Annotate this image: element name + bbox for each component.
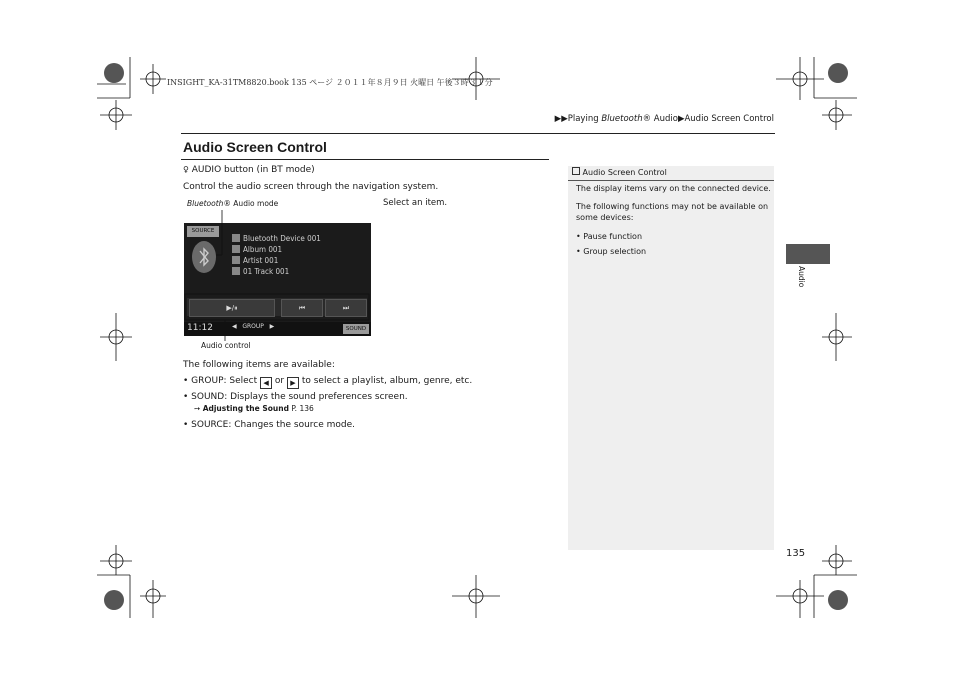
note-icon [572,167,580,175]
page-number: 135 [786,548,806,559]
file-header-line: INSIGHT_KA-31TM8820.book 135 ページ ２０１１年８月９日 火曜日 午後３時３１分 [167,78,493,87]
list-item[interactable]: Album 001 [232,245,282,254]
bullet-source: • SOURCE: Changes the source mode. [183,420,356,430]
sidebar-paragraph: some devices: [576,213,634,222]
audio-button-note: ♀ AUDIO button (in BT mode) [183,165,315,175]
group-next-button[interactable]: ▶ [269,323,275,330]
bullet-group: • GROUP: Select ◀ or ▶ to select a playlist, album, genre, etc. [183,376,473,387]
sound-cross-reference[interactable]: ➙ Adjusting the Sound P. 136 [194,404,314,413]
previous-track-button[interactable]: ⏮ [281,299,323,317]
clock: 11:12 [187,323,213,333]
left-arrow-icon: ◀ [260,377,272,389]
title-rule [181,159,549,160]
group-label: GROUP [242,323,264,330]
right-arrow-icon: ▶ [287,377,299,389]
chapter-tab [786,244,830,264]
mode-label: Bluetooth® Audio mode [187,199,279,208]
sidebar-paragraph: The display items vary on the connected device. [576,184,771,193]
select-label: Select an item. [383,198,448,208]
chapter-tab-label: Audio [797,266,806,288]
play-pause-button[interactable]: ▶/⏸ [189,299,275,317]
audio-control-label: Audio control [201,341,251,350]
group-prev-button[interactable]: ◀ [232,323,237,330]
list-item[interactable]: 01 Track 001 [232,267,289,276]
group-control [232,323,274,330]
sound-button[interactable]: SOUND [343,324,369,334]
sidebar-paragraph: The following functions may not be available on [576,202,769,211]
knob-icon: ♀ [183,165,189,174]
items-intro: The following items are available: [183,360,335,370]
sidebar-heading: Audio Screen Control [572,167,667,177]
top-rule [181,133,775,134]
reference-arrow-icon: ➙ [194,404,201,413]
note-sidebar [568,166,774,550]
next-track-button[interactable]: ⏭ [325,299,367,317]
page-title: Audio Screen Control [183,139,327,155]
sidebar-bullet: • Group selection [576,247,647,256]
sidebar-bullet: • Pause function [576,232,643,241]
bullet-sound: • SOUND: Displays the sound preferences screen. [183,392,408,402]
source-button[interactable]: SOURCE [187,226,219,237]
intro-text: Control the audio screen through the navigation system. [183,182,439,192]
list-item[interactable]: Artist 001 [232,256,278,265]
sidebar-rule [568,180,774,181]
breadcrumb: ▶▶Playing Bluetooth® Audio▶Audio Screen Control [554,114,774,124]
list-item[interactable]: Bluetooth Device 001 [232,234,321,243]
